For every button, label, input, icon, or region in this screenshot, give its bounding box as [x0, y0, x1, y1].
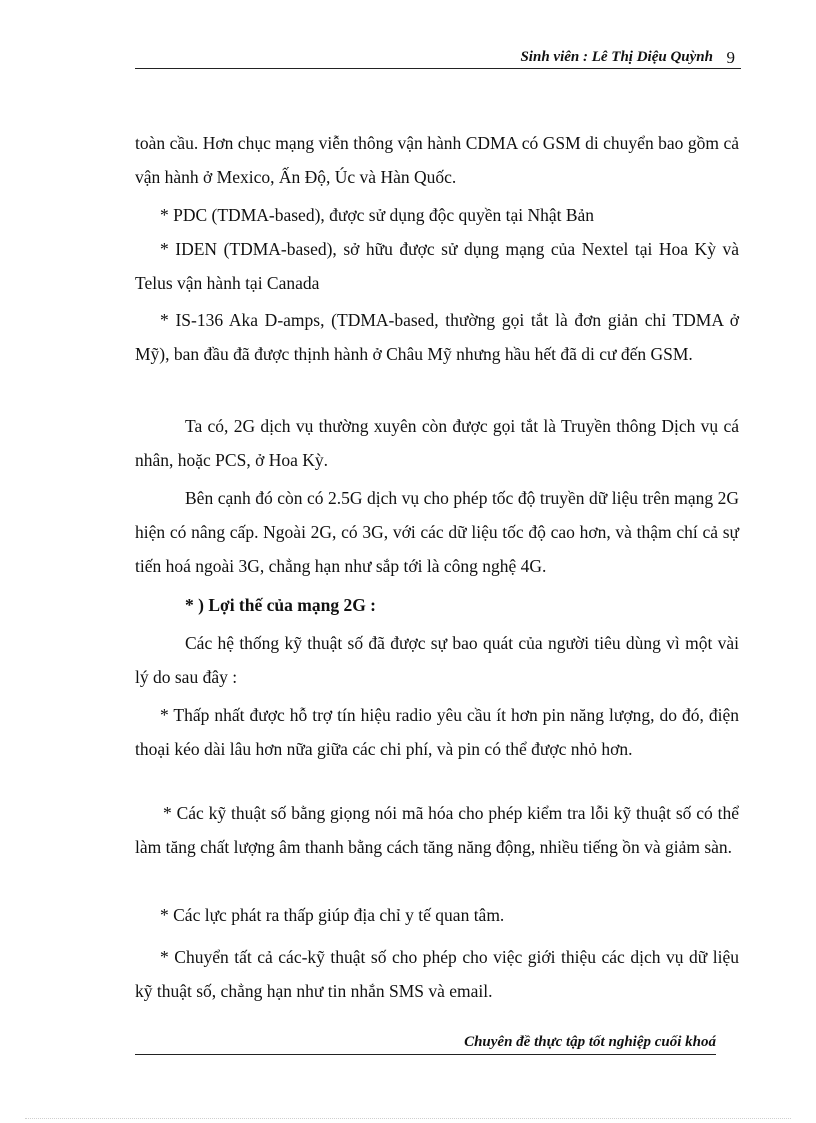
paragraph-reasons: Các hệ thống kỹ thuật số đã được sự bao quát của người tiêu dùng vì một vài lý do sau đây : [135, 633, 739, 687]
page-footer [135, 1034, 716, 1055]
bullet-low-emission: * Các lực phát ra thấp giúp địa chỉ y tế quan tâm. [160, 905, 505, 925]
page-header [135, 48, 741, 69]
bullet-low-power: * Thấp nhất được hỗ trợ tín hiệu radio yêu cầu ít hơn pin năng lượng, do đó, điện thoại kéo dài lâu hơn nữa giữa các chi phí, và pin có thể được nhỏ hơn. [135, 705, 739, 759]
section-heading: * ) Lợi thế của mạng 2G : [185, 595, 377, 615]
bullet-digital-services: * Chuyển tất cả các-kỹ thuật số cho phép cho việc giới thiệu các dịch vụ dữ liệu kỹ thuật số, chẳng hạn như tin nhắn SMS và email. [135, 947, 739, 1001]
paragraph-intro: toàn cầu. Hơn chục mạng viễn thông vận hành CDMA có GSM di chuyển bao gồm cả vận hành ở Mexico, Ấn Độ, Úc và Hàn Quốc. [135, 133, 739, 187]
bullet-pdc: * PDC (TDMA-based), được sử dụng độc quyền tại Nhật Bản [160, 205, 595, 225]
page-bottom-border [25, 1118, 791, 1119]
footer-title: Chuyên đề thực tập tốt nghiệp cuối khoá [464, 1034, 716, 1050]
header-author: Sinh viên : Lê Thị Diệu Quỳnh [520, 49, 713, 65]
page-number: 9 [726, 48, 735, 67]
bullet-iden: * IDEN (TDMA-based), sở hữu được sử dụng mạng của Nextel tại Hoa Kỳ và Telus vận hành tại Canada [135, 239, 739, 293]
paragraph-25g: Bên cạnh đó còn có 2.5G dịch vụ cho phép tốc độ truyền dữ liệu trên mạng 2G hiện có nâng cấp. Ngoài 2G, có 3G, với các dữ liệu tốc độ cao hơn, và thậm chí cả sự tiến hoá ngoài 3G, chẳng hạn như sắp tới là công nghệ 4G. [135, 488, 739, 576]
bullet-voice-coding: * Các kỹ thuật số bằng giọng nói mã hóa cho phép kiểm tra lỗi kỹ thuật số có thể làm tăng chất lượng âm thanh bằng cách tăng năng động, nhiều tiếng ồn và giảm sàn. [135, 803, 739, 857]
paragraph-pcs: Ta có, 2G dịch vụ thường xuyên còn được gọi tắt là Truyền thông Dịch vụ cá nhân, hoặc PCS, ở Hoa Kỳ. [135, 416, 739, 470]
bullet-is136: * IS-136 Aka D-amps, (TDMA-based, thường gọi tắt là đơn giản chỉ TDMA ở Mỹ), ban đầu đã được thịnh hành ở Châu Mỹ nhưng hầu hết đã di cư đến GSM. [135, 310, 739, 364]
